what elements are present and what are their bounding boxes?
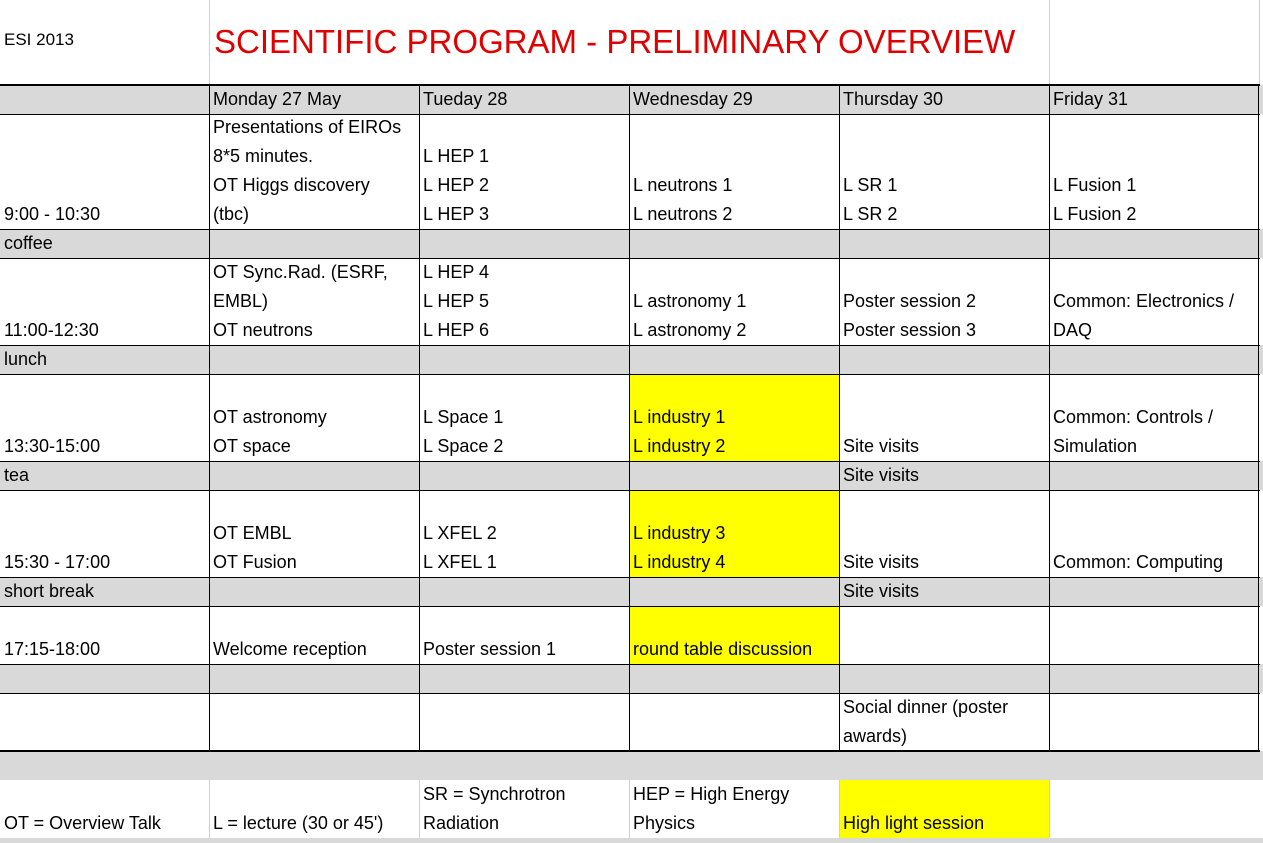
cell-line: L industry 3	[633, 523, 726, 543]
break-row	[0, 577, 1263, 606]
cell-line: Site visits	[843, 552, 920, 572]
cell-line: lunch	[4, 349, 48, 369]
session-cell	[839, 693, 1049, 751]
table-border	[0, 606, 1260, 607]
session-cell	[839, 664, 1049, 693]
session-cell	[839, 490, 1049, 577]
session-cell	[629, 606, 839, 664]
break-row	[0, 345, 1263, 374]
cell-line: L XFEL 2	[423, 523, 497, 543]
cell-line: Welcome reception	[213, 639, 367, 659]
session-cell	[209, 229, 419, 258]
legend-cell	[209, 780, 419, 838]
cell-line: L Fusion 1	[1053, 175, 1137, 195]
legend-cell	[0, 780, 209, 838]
table-border	[0, 577, 1260, 578]
cell-line: Site visits	[843, 581, 920, 601]
cell-line: L HEP 4	[423, 262, 490, 282]
break-row	[0, 461, 1263, 490]
cell-line: SR = Synchrotron	[423, 784, 566, 804]
table-border	[839, 84, 840, 751]
session-cell	[629, 490, 839, 577]
legend-cell	[1049, 780, 1259, 838]
session-row	[0, 693, 1263, 751]
time-cell	[0, 693, 209, 751]
cell-line: EMBL)	[213, 291, 269, 311]
time-header-cell	[0, 85, 209, 114]
session-cell	[419, 693, 629, 751]
bottom-band	[0, 838, 1263, 843]
cell-line: 13:30-15:00	[4, 436, 101, 456]
cell-line: 15:30 - 17:00	[4, 552, 111, 572]
table-border	[1049, 84, 1050, 751]
cell-line: Radiation	[423, 813, 500, 833]
grid-line	[419, 780, 420, 838]
session-cell	[839, 114, 1049, 229]
cell-line: L HEP 1	[423, 146, 490, 166]
day-label: Monday 27 May	[213, 89, 342, 109]
cell-line: Common: Computing	[1053, 552, 1224, 572]
cell-line: L Space 1	[423, 407, 504, 427]
table-border	[0, 664, 1260, 665]
session-row	[0, 258, 1263, 345]
session-cell	[839, 374, 1049, 461]
cell-line: L Space 2	[423, 436, 504, 456]
table-border	[1258, 84, 1259, 751]
day-label: Friday 31	[1053, 89, 1129, 109]
cell-line: OT neutrons	[213, 320, 313, 340]
session-cell	[419, 577, 629, 606]
session-cell	[629, 577, 839, 606]
cell-line: short break	[4, 581, 95, 601]
event-label: ESI 2013	[4, 30, 74, 49]
session-cell	[209, 114, 419, 229]
time-cell	[0, 606, 209, 664]
day-header-row	[0, 85, 1263, 114]
cell-line: L HEP 3	[423, 204, 490, 224]
table-border	[0, 114, 1260, 115]
cell-line: L astronomy 2	[633, 320, 747, 340]
cell-line: Site visits	[843, 465, 920, 485]
session-cell	[629, 258, 839, 345]
session-cell	[629, 229, 839, 258]
cell-line: coffee	[4, 233, 53, 253]
cell-line: Poster session 2	[843, 291, 977, 311]
session-cell	[629, 461, 839, 490]
session-cell	[419, 606, 629, 664]
session-cell	[839, 258, 1049, 345]
table-border	[209, 84, 210, 751]
cell-line: Simulation	[1053, 436, 1138, 456]
day-label: Wednesday 29	[633, 89, 753, 109]
session-cell	[839, 606, 1049, 664]
cell-line: 17:15-18:00	[4, 639, 101, 659]
table-border	[0, 693, 1260, 694]
legend-cell	[629, 780, 839, 838]
session-cell	[839, 461, 1049, 490]
table-border	[0, 345, 1260, 346]
time-cell	[0, 345, 209, 374]
day-header-cell	[419, 85, 629, 114]
cell-line: OT space	[213, 436, 291, 456]
grid-line	[839, 780, 840, 838]
cell-line: Common: Electronics /	[1053, 291, 1235, 311]
cell-line: round table discussion	[633, 639, 813, 659]
table-border	[0, 750, 1260, 752]
grid-line	[1049, 0, 1050, 84]
time-cell	[0, 258, 209, 345]
time-cell	[0, 374, 209, 461]
session-cell	[209, 345, 419, 374]
cell-line: Presentations of EIROs	[213, 117, 402, 137]
table-border	[0, 258, 1260, 259]
cell-line: Physics	[633, 813, 696, 833]
session-cell	[209, 490, 419, 577]
session-cell	[419, 374, 629, 461]
table-border	[0, 461, 1260, 462]
session-cell	[209, 606, 419, 664]
day-header-cell	[1049, 85, 1259, 114]
session-cell	[1049, 461, 1259, 490]
time-cell	[0, 490, 209, 577]
cell-line: L SR 1	[843, 175, 898, 195]
cell-line: L neutrons 1	[633, 175, 733, 195]
session-cell	[209, 693, 419, 751]
session-cell	[209, 461, 419, 490]
session-cell	[209, 664, 419, 693]
table-border	[629, 84, 630, 751]
cell-line: OT Higgs discovery	[213, 175, 370, 195]
session-cell	[209, 258, 419, 345]
grid-line	[209, 780, 210, 838]
cell-line: L industry 1	[633, 407, 726, 427]
session-cell	[419, 345, 629, 374]
time-cell	[0, 664, 209, 693]
session-cell	[629, 114, 839, 229]
time-cell	[0, 114, 209, 229]
day-label: Thursday 30	[843, 89, 944, 109]
day-header-cell	[629, 85, 839, 114]
cell-line: 8*5 minutes.	[213, 146, 314, 166]
session-row	[0, 374, 1263, 461]
session-cell	[419, 664, 629, 693]
session-cell	[419, 258, 629, 345]
cell-line: OT Fusion	[213, 552, 297, 572]
session-row	[0, 114, 1263, 229]
grid-line	[209, 0, 210, 84]
cell-line: L neutrons 2	[633, 204, 733, 224]
cell-line: OT = Overview Talk	[4, 813, 161, 833]
cell-line: HEP = High Energy	[633, 784, 790, 804]
time-cell	[0, 229, 209, 258]
session-row	[0, 606, 1263, 664]
cell-line: awards)	[843, 726, 908, 746]
session-cell	[209, 577, 419, 606]
table-border	[0, 490, 1260, 491]
time-cell	[0, 577, 209, 606]
grid-line	[1259, 0, 1260, 84]
session-cell	[629, 374, 839, 461]
day-label: Tueday 28	[423, 89, 508, 109]
table-border	[0, 84, 1260, 86]
cell-line: L HEP 5	[423, 291, 490, 311]
cell-line: L XFEL 1	[423, 552, 497, 572]
day-header-cell	[209, 85, 419, 114]
cell-line: L = lecture (30 or 45')	[213, 813, 384, 833]
cell-line: Social dinner (poster	[843, 697, 1009, 717]
highlight-legend-cell	[839, 780, 1049, 838]
day-header-cell	[839, 85, 1049, 114]
legend-cell	[419, 780, 629, 838]
session-cell	[1049, 258, 1259, 345]
cell-line: High light session	[843, 813, 985, 833]
break-row	[0, 664, 1263, 693]
table-border	[0, 374, 1260, 375]
cell-line: L SR 2	[843, 204, 898, 224]
session-cell	[1049, 345, 1259, 374]
cell-line: Poster session 3	[843, 320, 977, 340]
legend-row	[0, 780, 1263, 838]
cell-line: OT EMBL	[213, 523, 292, 543]
cell-line: L HEP 2	[423, 175, 490, 195]
cell-line: L Fusion 2	[1053, 204, 1137, 224]
session-cell	[209, 374, 419, 461]
break-row	[0, 229, 1263, 258]
session-cell	[1049, 374, 1259, 461]
table-border	[419, 84, 420, 751]
session-cell	[1049, 664, 1259, 693]
cell-line: Site visits	[843, 436, 920, 456]
cell-line: DAQ	[1053, 320, 1093, 340]
separator-band	[0, 751, 1263, 780]
page-title: SCIENTIFIC PROGRAM - PRELIMINARY OVERVIEW	[214, 23, 1016, 60]
session-cell	[1049, 114, 1259, 229]
cell-line: L HEP 6	[423, 320, 490, 340]
session-cell	[1049, 606, 1259, 664]
cell-line: Poster session 1	[423, 639, 557, 659]
cell-line: OT astronomy	[213, 407, 327, 427]
cell-line: L astronomy 1	[633, 291, 747, 311]
cell-line: 9:00 - 10:30	[4, 204, 101, 224]
cell-line: tea	[4, 465, 30, 485]
session-cell	[629, 664, 839, 693]
table-border	[0, 229, 1260, 230]
cell-line: OT Sync.Rad. (ESRF,	[213, 262, 388, 282]
session-cell	[1049, 577, 1259, 606]
session-cell	[839, 229, 1049, 258]
cell-line: L industry 4	[633, 552, 726, 572]
session-cell	[629, 693, 839, 751]
time-cell	[0, 461, 209, 490]
grid-line	[629, 780, 630, 838]
session-cell	[419, 229, 629, 258]
cell-line: 11:00-12:30	[4, 320, 99, 340]
session-cell	[1049, 229, 1259, 258]
grid-line	[1049, 780, 1050, 838]
cell-line: Common: Controls /	[1053, 407, 1214, 427]
session-row	[0, 490, 1263, 577]
session-cell	[839, 577, 1049, 606]
session-cell	[629, 345, 839, 374]
session-cell	[419, 114, 629, 229]
session-cell	[839, 345, 1049, 374]
cell-line: (tbc)	[213, 204, 249, 224]
cell-line: L industry 2	[633, 436, 726, 456]
session-cell	[1049, 693, 1259, 751]
session-cell	[419, 490, 629, 577]
session-cell	[1049, 490, 1259, 577]
session-cell	[419, 461, 629, 490]
